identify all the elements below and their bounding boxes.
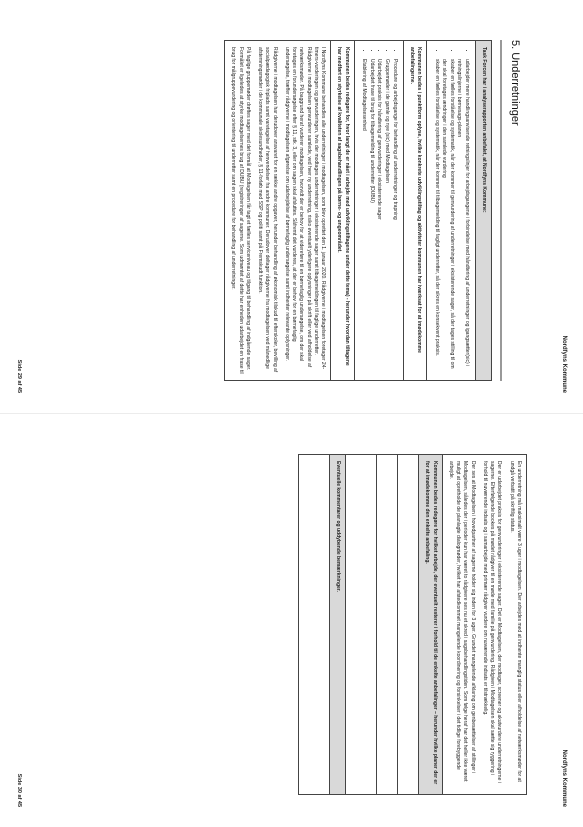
list-item: • skaber en fælles forståelse og systematik, når der kommer til tilbagemelding til fagligt underretter, så der sikres en konsekvent praksis. <box>433 59 440 374</box>
paragraph: I Nordfyns Kommune behandles alle underretninger i modtagelsen, som blev oprettet den 1. januar 2020. Rådgiverne i modtagelsen foretager 24-timers-vurderingen og genvurderingen, hvis der modtages underretninger i eksisterende sager samt tilbagemeldingen til faglige underretter. Rådgiverne i modtagelsen genvurderer samlede, ved hver ny underretning, risiko eventuelt yderligere oplysninger på skrift eller ved afholdelse af netværksmøder. På baggrund heraf vurderer modtagelsen, hvorvidt der er behov for at videreføre til en børnefaglig undersøgelse, om der skal foretages en forundersøgelse efter § 11, stk. 3, eller om sagen skal afsluttes. Såfremt det vurderes, at der er behov for en børnefaglig undersøgelse, træffer rådgiverne i modtagelsen afgørelse om udarbejdelse af børnefaglig undersøgelse samt indhenter relevante oplysninger. <box>284 47 327 370</box>
evaluation-table <box>224 40 492 381</box>
document-page-29 <box>0 0 583 413</box>
list-item: • Udarbejdet praksis for håndtering af genvurderinger i eksisterende sager <box>375 59 382 374</box>
paragraph: Der ses at Modtagelsen i hovedpartner af sagerne holder sig inden for 3 uger. Grundet mangelende afklaring om genbesættelser af stillinger i Modtagelsen, således der i perioder kun har været to rådgivere ses nu et skred i sagsbehandlingstiden. Som følge heraf har det heller ikke været muligt at opretholde de planlagte dialogmøder, hvilket har afstedkommet mangelende koordinering og forsinkelser i det tidlige forebyggende arbejde. <box>448 461 476 782</box>
list-item: • skaber en fælles forståelse og systematik, når der kommer til genvurdering af underretninger i eksisterende sager, så der tages stilling til om der skal foretages ændringer i den samlede vurdering <box>440 59 455 374</box>
paragraph: På faglige gruppemøder drøftes sager med det formål at Modtagelsen får tagt et fælles serviceniveau og tilgang til behandling af indgående sager. Formålet er ligeledes at styrke modtagelsernes brug af DUBU (registreringer af sagerne. Som udmøntet af dette har enheden udarbejdet en frase til brug for målgruppevurdering og orientering til underretter samt en procedure for behandling af underretninger. <box>230 47 251 374</box>
task-force-header: Task Forcen har i analyserapporten anbefalet, at Nordfyns Kommune: <box>475 41 491 381</box>
initiatives-cell <box>354 41 403 381</box>
continuation-table <box>298 454 527 795</box>
assessment-header: Kommunen bedes redegøre for, hvor langt de er nået i arbejde med udviklingstiltagene under dette tema) - herunder hvordan tiltagene har medført en styrkelse af kvaliteten af sagsbehandlingen på børne- og ungeområdet. <box>331 41 355 381</box>
comments-header: Eventuelle kommentarer og uddybende bemærkninger. <box>330 455 346 795</box>
initiatives-header: Kommunen bedes i punktform oplyse, hvilke konkrete udviklingstiltag og aktiviteter kommunen har iværksat for at imødekomme anbefalingerne. <box>404 41 428 381</box>
recommendations-cell <box>427 41 475 381</box>
page-number: Side 30 af 45 <box>16 773 22 807</box>
list-item: • Udarbejdet frase til brug for tilbagemelding til underretter (DUBU) <box>368 59 375 374</box>
next-steps-header: Kommunen bedes redegøre for hvilket arbejde, der eventuelt resterer i forhold til de enkelte anbefalinger – herunder hvilke planer der er for at imødekomme den enkelte anbefaling. <box>419 455 443 795</box>
paragraph: Der er udarbejdet praksis for genvurderinger i eksisterende sager. Det er Modtagelsen, der modtager, screener og akutvurdere underretningerne i sagerne. Efterfølgende bookes på mødet rådgiver til en møde med familie på genvurdering. Rådgiven i Modtagelsen skal sætte sig ryggering i forhold til nuværende indsats og i samarbejde med primær rådgiver vurdere om nuværende indsats er tilstrækkelig. <box>482 461 503 783</box>
paragraph: En underretning må maksimalt være 3 uger i modtagelsen. Der arbejdes med at indhente manglig status eller afholdelse af netværksmøder for at undgå verbatit på skriftlig status. <box>508 461 522 782</box>
page-content <box>224 40 521 381</box>
initiatives-list <box>360 47 398 374</box>
page-content <box>298 454 527 795</box>
page-number: Side 29 af 45 <box>16 359 22 393</box>
next-steps-row-3 <box>346 455 377 795</box>
recommendations-list <box>433 47 470 374</box>
municipality-header: Nordfyns Kommune <box>561 335 567 393</box>
paragraph: Rådgiverne i modtagelsen har derudover ansvaret for en række andre opgaver, herunder behandling af økonomisk tilskud til efterskoler, bevilling af socialpædagogisk friplads samt varetagelse af henvendelser fra andre kommuner. Derudover deltager rådgiverne fra modtagelsen ved månedlige afstemningsmøder i de kommunale skolesundheder, § 11-forløb med SSP og politi samt på Fremskudt funktion. <box>257 47 278 373</box>
list-item: • Etablering af Modtagelsesenhed <box>360 59 367 374</box>
section-title: 5. Underretninger <box>509 40 521 126</box>
list-item: • Gruppemøder i de gamle og nye (sic) med Modtagelsen <box>383 59 390 374</box>
next-steps-row-2 <box>377 455 398 795</box>
continuation-cell <box>442 455 526 795</box>
list-item: • udarbejder mere handlingsanvisende retningslinjer for arbejdsgangene i forbindelse med håndtering af underretninger og igangsætter(sic) i retningslinjerne i børnesags-planen <box>455 59 470 374</box>
section-rule <box>500 40 502 381</box>
comments-cell <box>299 455 330 795</box>
list-item: • Procedure og arbejdsgange for behandling af underretninger og trapning <box>391 59 398 374</box>
document-page-30 <box>0 414 583 827</box>
next-steps-row-1 <box>398 455 419 795</box>
assessment-cell <box>225 41 331 381</box>
municipality-header: Nordfyns Kommune <box>561 749 567 807</box>
